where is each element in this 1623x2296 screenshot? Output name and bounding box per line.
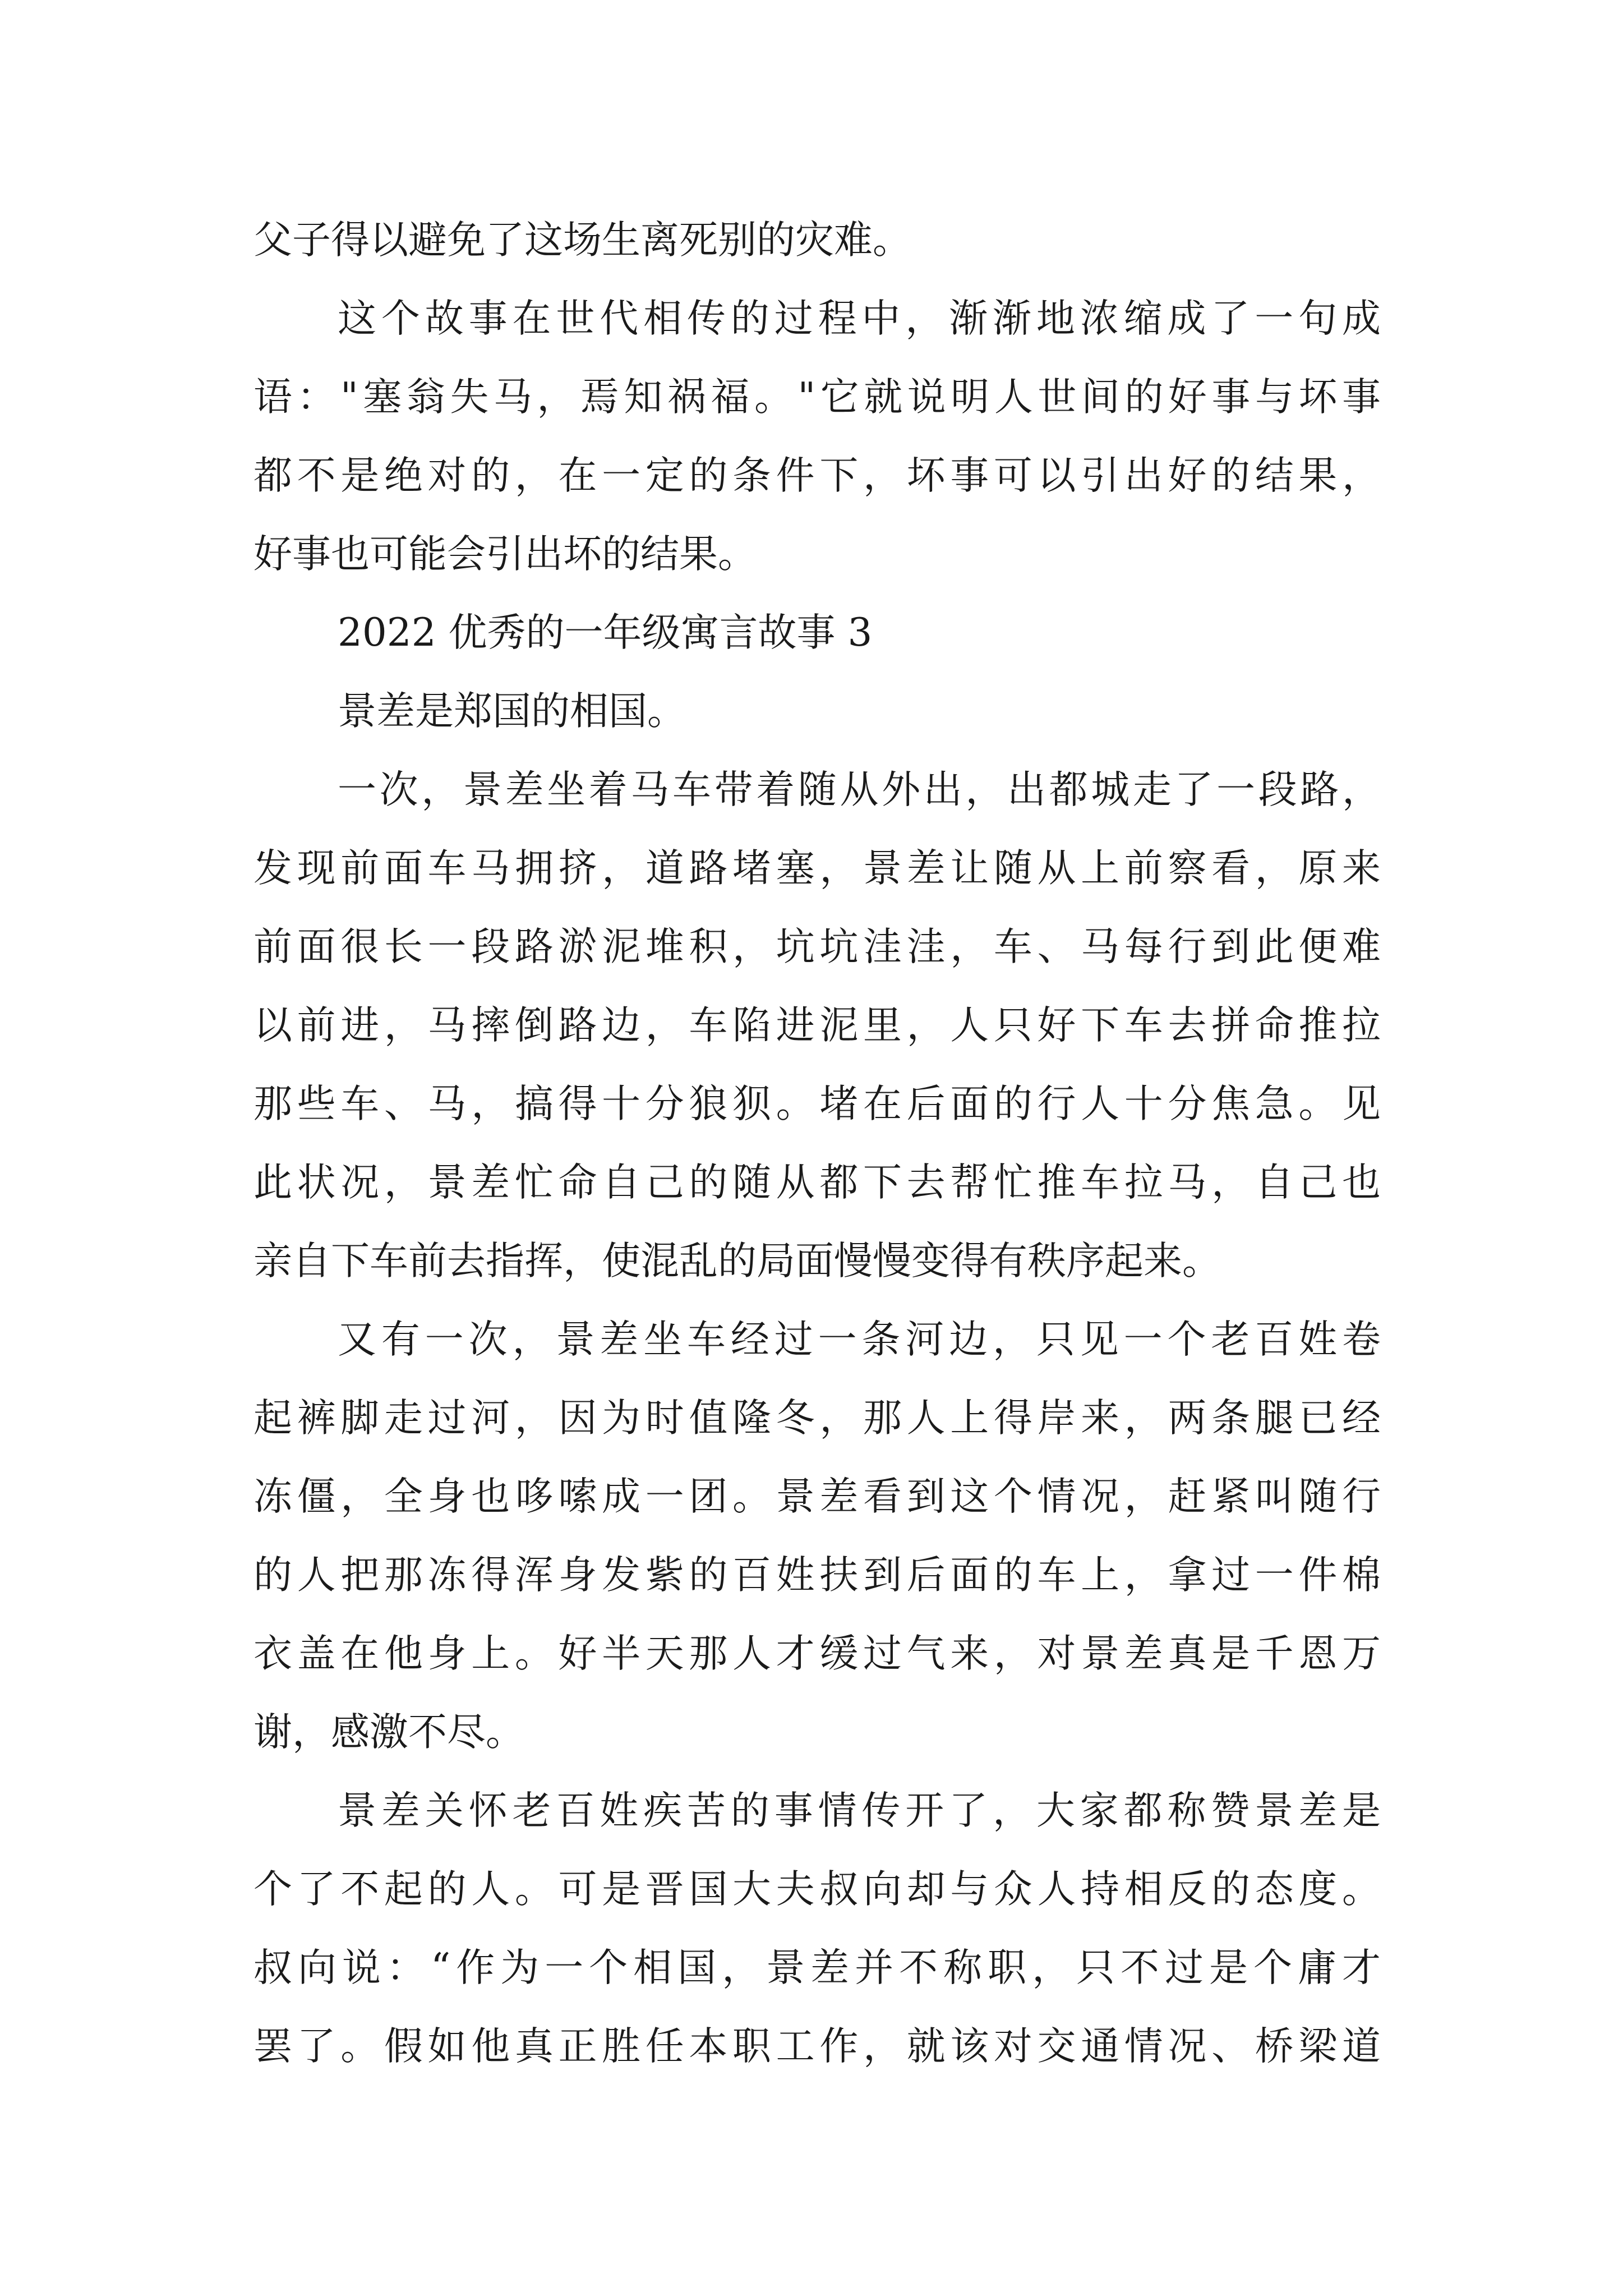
text-line: 景差是郑国的相国。 (338, 689, 686, 734)
section-heading: 2022 优秀的一年级寓言故事 3 (338, 610, 873, 655)
text-line: 语："塞翁失马，焉知祸福。"它就说明人世间的好事与坏事 (253, 375, 1381, 420)
text-line: 那些车、马，搞得十分狼狈。堵在后面的行人十分焦急。见 (253, 1082, 1381, 1126)
text-line: 冻僵，全身也哆嗦成一团。景差看到这个情况，赶紧叫随行 (253, 1474, 1381, 1519)
text-line: 前面很长一段路淤泥堆积，坑坑洼洼，车、马每行到此便难 (253, 924, 1381, 969)
text-line: 发现前面车马拥挤，道路堵塞，景差让随从上前察看，原来 (253, 846, 1381, 891)
text-line: 这个故事在世代相传的过程中，渐渐地浓缩成了一句成 (338, 296, 1381, 341)
text-line: 叔向说：“作为一个相国，景差并不称职，只不过是个庸才 (253, 1945, 1381, 1990)
text-line: 以前进，马摔倒路边，车陷进泥里，人只好下车去拼命推拉 (253, 1003, 1381, 1048)
text-line: 起裤脚走过河，因为时值隆冬，那人上得岸来，两条腿已经 (253, 1396, 1381, 1441)
text-line: 好事也可能会引出坏的结果。 (253, 532, 757, 577)
text-line: 都不是绝对的，在一定的条件下，坏事可以引出好的结果， (253, 453, 1381, 498)
text-line: 谢，感激不尽。 (253, 1710, 524, 1755)
text-line: 罢了。假如他真正胜任本职工作，就该对交通情况、桥梁道 (253, 2024, 1381, 2069)
text-line: 的人把那冻得浑身发紫的百姓扶到后面的车上，拿过一件棉 (253, 1553, 1381, 1598)
text-line: 又有一次，景差坐车经过一条河边，只见一个老百姓卷 (338, 1317, 1381, 1362)
text-line: 亲自下车前去指挥，使混乱的局面慢慢变得有秩序起来。 (253, 1239, 1221, 1283)
text-line: 个了不起的人。可是晋国大夫叔向却与众人持相反的态度。 (253, 1867, 1381, 1912)
text-line: 一次，景差坐着马车带着随从外出，出都城走了一段路， (338, 767, 1381, 812)
text-line: 景差关怀老百姓疾苦的事情传开了，大家都称赞景差是 (338, 1788, 1381, 1833)
text-line: 此状况，景差忙命自己的随从都下去帮忙推车拉马，自己也 (253, 1160, 1381, 1205)
text-line: 衣盖在他身上。好半天那人才缓过气来，对景差真是千恩万 (253, 1631, 1381, 1676)
text-line: 父子得以避免了这场生离死别的灾难。 (253, 218, 911, 263)
